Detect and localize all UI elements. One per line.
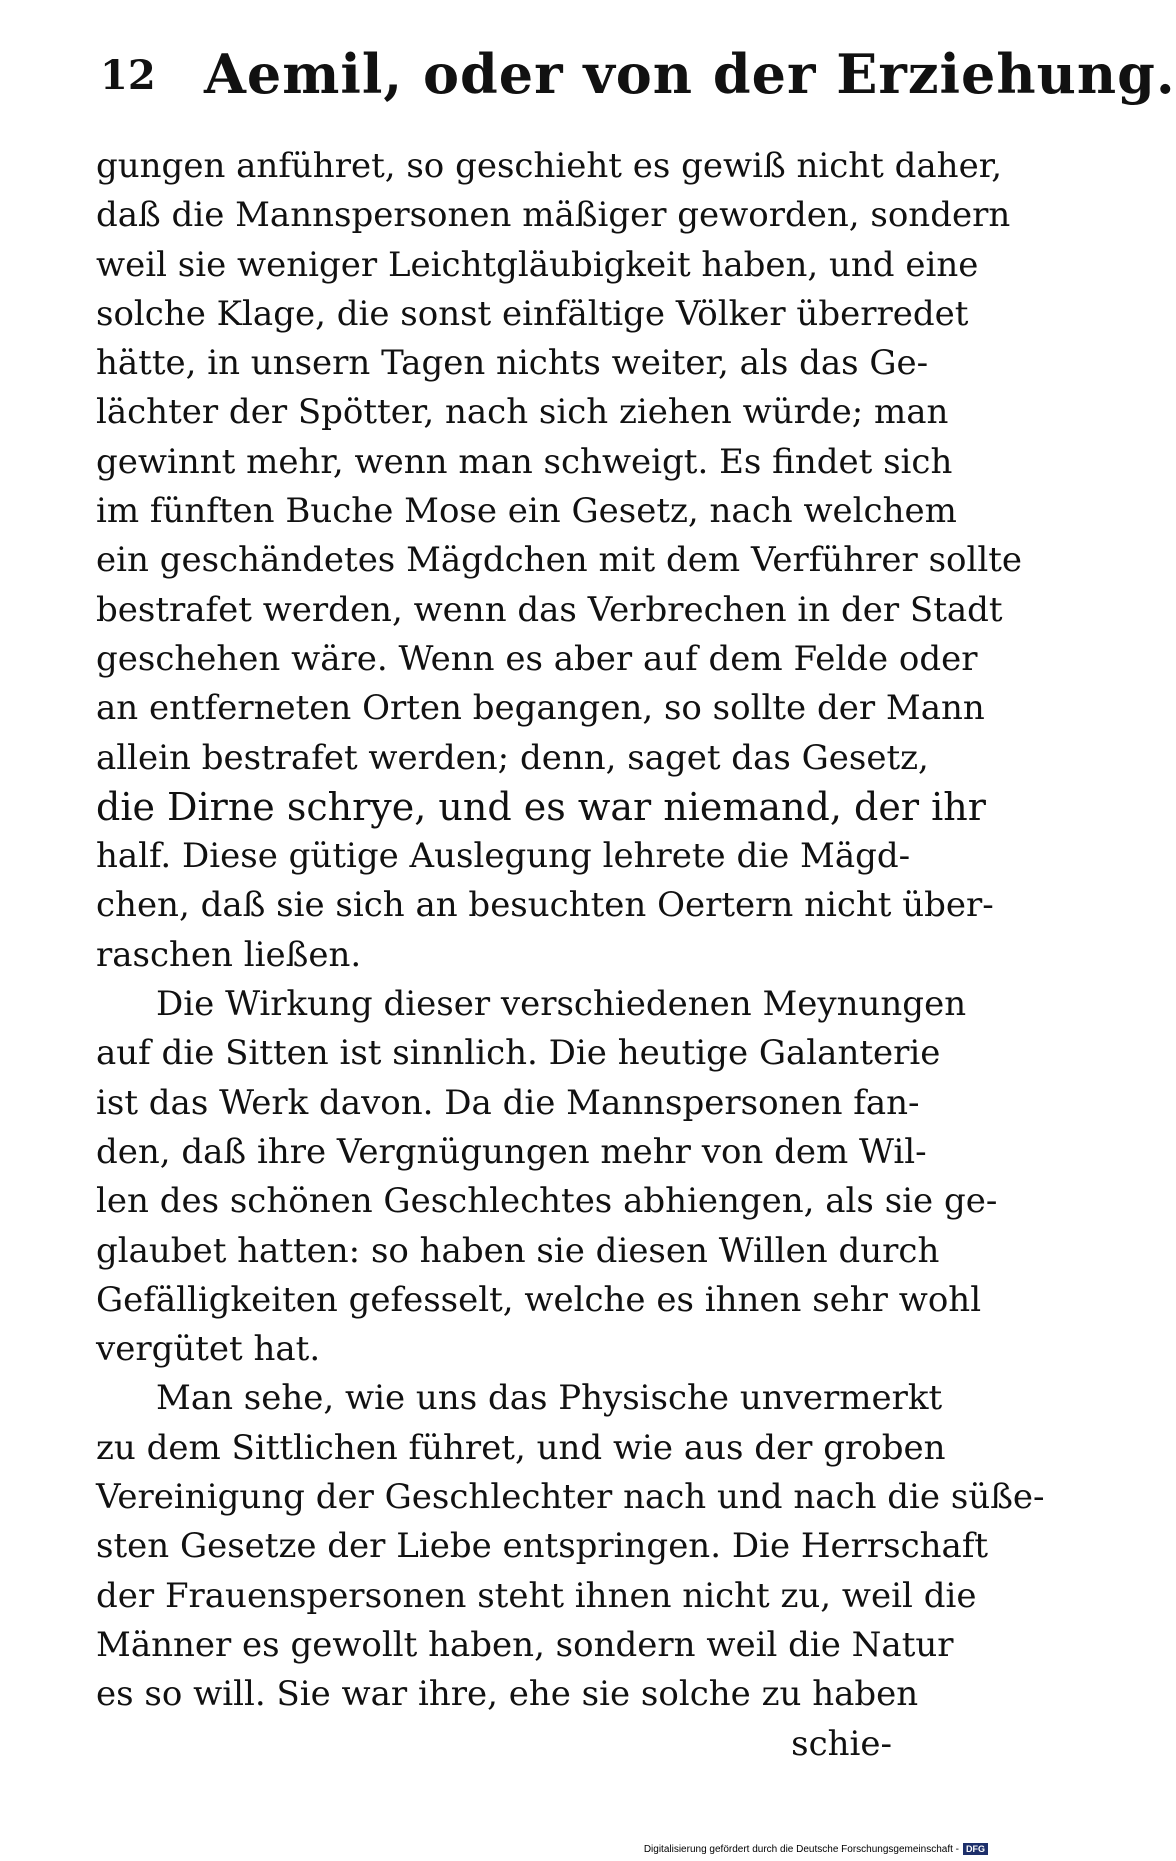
text-line: der Frauenspersonen steht ihnen nicht zu, weil die — [96, 1575, 977, 1616]
text-line: half. Diese gütige Auslegung lehrete die Mägd- — [96, 836, 911, 877]
text-line: auf die Sitten ist sinnlich. Die heutige Galanterie — [96, 1033, 941, 1074]
text-line: zu dem Sittlichen führet, und wie aus der groben — [96, 1427, 946, 1468]
text-line: sten Gesetze der Liebe entspringen. Die Herrschaft — [96, 1526, 989, 1567]
text-line: daß die Mannspersonen mäßiger geworden, sondern — [96, 195, 1011, 236]
page-header — [100, 42, 1176, 112]
text-line: an entferneten Orten begangen, so sollte der Mann — [96, 688, 985, 729]
text-line: Vereinigung der Geschlechter nach und nach die süße- — [96, 1477, 1045, 1518]
text-line: ist das Werk davon. Da die Mannspersonen fan- — [96, 1082, 920, 1123]
text-line: es so will. Sie war ihre, ehe sie solche zu haben — [96, 1674, 919, 1715]
text-line: weil sie weniger Leichtgläubigkeit haben, und eine — [96, 244, 979, 285]
text-line: Die Wirkung dieser verschiedenen Meynungen — [156, 984, 967, 1025]
text-line: im fünften Buche Mose ein Gesetz, nach welchem — [96, 491, 957, 532]
text-line: glaubet hatten: so haben sie diesen Willen durch — [96, 1230, 940, 1271]
text-line: hätte, in unsern Tagen nichts weiter, als das Ge- — [96, 343, 929, 384]
text-line: geschehen wäre. Wenn es aber auf dem Felde oder — [96, 638, 978, 679]
catchword: schie- — [791, 1723, 892, 1764]
digitization-footer — [644, 1843, 988, 1855]
text-line: len des schönen Geschlechtes abhiengen, als sie ge- — [96, 1181, 998, 1222]
text-line: allein bestrafet werden; denn, saget das Gesetz, — [96, 737, 929, 778]
text-line: Männer es gewollt haben, sondern weil die Natur — [96, 1624, 954, 1665]
text-line: Gefälligkeiten gefesselt, welche es ihnen sehr wohl — [96, 1279, 982, 1320]
running-title: Aemil, oder von der Erziehung. — [204, 42, 1176, 106]
text-line: bestrafet werden, wenn das Verbrechen in der Stadt — [96, 589, 1003, 630]
text-line: gungen anführet, so geschieht es gewiß nicht daher, — [96, 146, 1003, 186]
text-line: den, daß ihre Vergnügungen mehr von dem Wil- — [96, 1131, 927, 1172]
text-line: vergütet hat. — [96, 1329, 321, 1370]
text-line: ein geschändetes Mägdchen mit dem Verführer sollte — [96, 540, 1023, 581]
page-number: 12 — [100, 52, 156, 99]
text-line: lächter der Spötter, nach sich ziehen würde; man — [96, 392, 949, 433]
text-line: Man sehe, wie uns das Physische unvermerkt — [156, 1378, 943, 1419]
text-line: solche Klage, die sonst einfältige Völker überredet — [96, 293, 969, 334]
text-line: chen, daß sie sich an besuchten Oertern nicht über- — [96, 885, 994, 926]
footer-credit: Digitalisierung gefördert durch die Deutsche Forschungsgemeinschaft - — [643, 1843, 959, 1855]
dfg-logo: DFG — [963, 1843, 988, 1855]
body-text — [96, 142, 1045, 1769]
text-line: raschen ließen. — [96, 934, 362, 975]
text-line: die Dirne schrye, und es war niemand, der ihr — [96, 784, 986, 829]
text-line: gewinnt mehr, wenn man schweigt. Es findet sich — [96, 441, 953, 482]
